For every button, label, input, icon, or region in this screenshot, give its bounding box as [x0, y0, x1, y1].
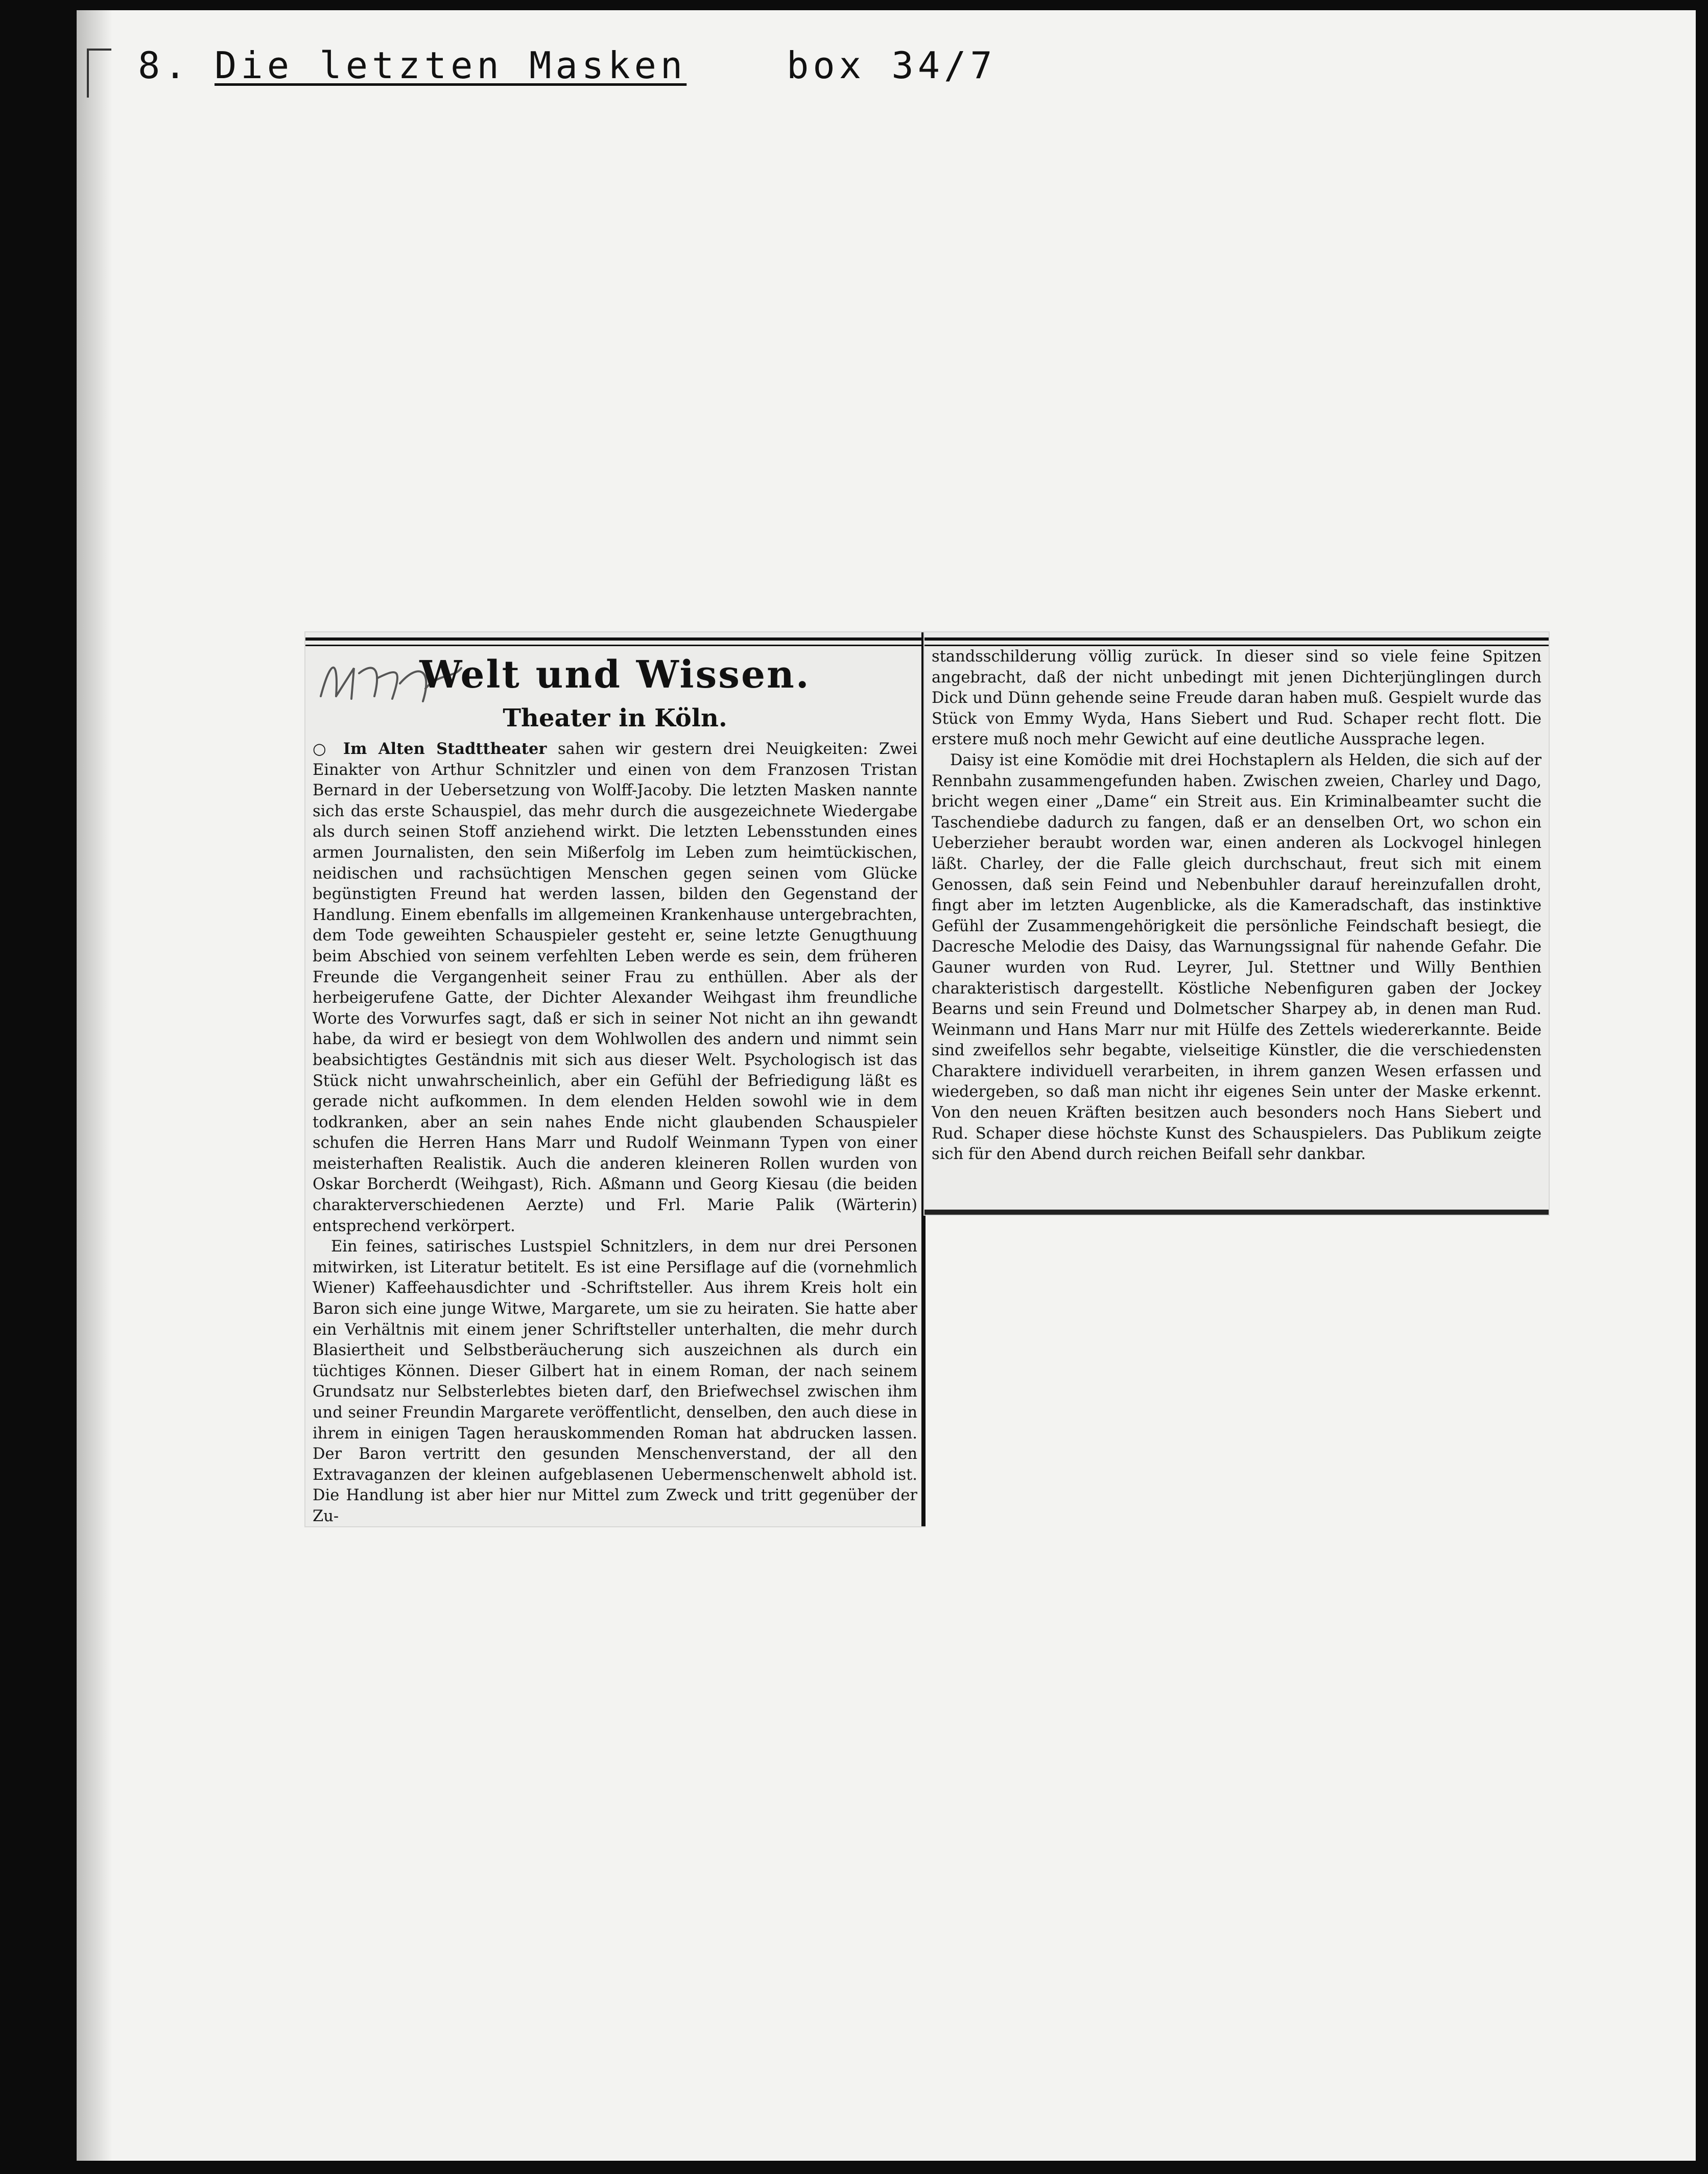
paragraph-text: Ein feines, satirisches Lustspiel Schnitzlers, in dem nur drei Personen mitwirken, ist Literatur betitelt. Es ist eine Persiflage auf die (vornehmlich Wiener) Kaffeehausdichter und -Schriftsteller. Aus ihrem Kreis holt ein Baron sich eine junge Witwe, Margarete, um sie zu heiraten. Sie hatte aber ein Verhältnis mit einem jener Schriftsteller unterhalten, die mehr durch Blasiertheit und Selbstberäucherung sich auszeichnen als durch ein tüchtiges Können. Dieser Gilbert hat in einem Roman, der nach seinem Grundsatz nur Selbsterlebtes bieten darf, den Briefwechsel zwischen ihm und seiner Freundin Margarete veröffentlicht, denselben, den auch diese in ihrem in einigen Tagen herauskommenden Roman hat abdrucken lassen. Der Baron vertritt den gesunden Menschenverstand, der all den Extravaganzen der kleinen aufgeblasenen Uebermenschenwelt abhold ist. Die Handlung ist aber hier nur Mittel zum Zweck und tritt gegenüber der Zu- [313, 1238, 917, 1525]
article-body-right [932, 647, 1541, 1165]
item-number: 8. [138, 44, 191, 87]
paragraph: standsschilderung völlig zurück. In dieser sind so viele feine Spitzen angebracht, daß der nicht unbedingt mit jenen Dichterjünglingen durch Dick und Dünn gehende seine Freude daran haben muß. Gespielt wurde das Stück von Emmy Wyda, Hans Siebert und Rud. Schaper recht flott. Die erstere muß noch mehr Gewicht auf eine deutliche Aussprache legen. [932, 648, 1541, 749]
paragraph-lead: Im Alten Stadttheater [343, 740, 547, 758]
newspaper-clipping-right [924, 632, 1549, 1215]
corner-bracket-mark [87, 49, 111, 98]
top-rule [924, 637, 1549, 646]
newspaper-clipping-left [305, 632, 924, 1526]
paragraph: ○ Im Alten Stadttheater sahen wir gestern drei Neuigkeiten: Zwei Einakter von Arthur Schnitzler und einen von dem Franzosen Tristan Bernard in der Uebersetzung von Wolff-Jacoby. Die letzten Masken nannte sich das erste Schauspiel, das mehr durch die ausgezeichnete Wiedergabe als durch seinen Stoff anziehend wirkt. Die letzten Lebensstunden eines armen Journalisten, den sein Mißerfolg im Leben zum heimtückischen, neidischen und rachsüchtigen Menschen gegen seinen vom Glücke begünstigten Freund hat werden lassen, bilden den Gegenstand der Handlung. Einem ebenfalls im allgemeinen Krankenhause untergebrachten, dem Tode geweihten Schauspieler gesteht er, seine letzte Genugthuung beim Abschied von seinem verfehlten Leben werde es sein, dem früheren Freunde die Vergangenheit seiner Frau zu enthüllen. Aber als der herbeigerufene Gatte, der Dichter Alexander Weihgast ihm freundliche Worte des Vorwurfes sagt, daß er sich in seiner Not nicht an ihn gewandt habe, da wird er besiegt von dem Wohlwollen des andern und nimmt sein beabsichtigtes Geständnis mit sich aus dieser Welt. Psychologisch ist das Stück nicht unwahrscheinlich, aber ein Gefühl der Befriedigung läßt es gerade nicht aufkommen. In dem elenden Helden sowohl wie in dem todkranken, aber an sein nahes Ende nicht glaubenden Schauspieler schufen die Herren Hans Marr und Rudolf Weinmann Typen von einer meisterhaften Realistik. Auch die anderen kleineren Rollen wurden von Oskar Borcherdt (Weihgast), Rich. Aßmann und Georg Kiesau (die beiden charakterverschiedenen Aerzte) und Frl. Marie Palik (Wärterin) entsprechend verkörpert. [313, 740, 917, 1235]
paragraph [313, 1237, 917, 1526]
sheet-edge-shadow [77, 10, 112, 2161]
document-title: Die letzten Masken [215, 44, 687, 87]
section-headline: Welt und Wissen. [419, 653, 811, 697]
article-subheading: Theater in Köln. [503, 704, 727, 732]
top-rule [305, 637, 924, 646]
paragraph-text: sahen wir gestern drei Neuigkeiten: Zwei Einakter von Arthur Schnitzler und einen von dem Franzosen Tristan Bernard in der Uebersetzung von Wolff-Jacoby. Die letzten Masken nannte sich das erste Schauspiel, das mehr durch die ausgezeichnete Wiedergabe als durch seinen Stoff anziehend wirkt. Die letzten Lebensstunden eines armen Journalisten, den sein Mißerfolg im Leben zum heimtückischen, neidischen und rachsüchtigen Menschen gegen seinen vom Glücke begünstigten Freund hat werden lassen, bilden den Gegenstand der Handlung. Einem ebenfalls im allgemeinen Krankenhause untergebrachten, dem Tode geweihten Schauspieler gesteht er, seine letzte Genugthuung beim Abschied von seinem verfehlten Leben werde es sein, dem früheren Freunde die Vergangenheit seiner Frau zu enthüllen. Aber als der herbeigerufene Gatte, der Dichter Alexander Weihgast ihm freundliche Worte des Vorwurfes sagt, daß er sich in seiner Not nicht an ihn gewandt habe, da wird er besiegt von dem Wohlwollen des andern und nimmt sein beabsichtigtes Geständnis mit sich aus dieser Welt. Psychologisch ist das Stück nicht unwahrscheinlich, aber ein Gefühl der Befriedigung läßt es gerade nicht aufkommen. In dem elenden Helden sowohl wie in dem todkranken, aber an sein nahes Ende nicht glaubenden Schauspieler schufen die Herren Hans Marr und Rudolf Weinmann Typen von einer meisterhaften Realistik. Auch die anderen kleineren Rollen wurden von Oskar Borcherdt (Weihgast), Rich. Aßmann und Georg Kiesau (die beiden charakterverschiedenen Aerzte) und Frl. Marie Palik (Wärterin) entsprechend verkörpert. [313, 740, 917, 1235]
article-body-left [313, 739, 917, 1526]
box-label: box 34/7 [787, 44, 997, 87]
bottom-rule [924, 1210, 1549, 1215]
paragraph: Daisy ist eine Komödie mit drei Hochstaplern als Helden, die sich auf der Rennbahn zusammengefunden haben. Zwischen zweien, Charley und Dago, bricht wegen einer „Dame“ ein Streit aus. Ein Kriminalbeamter sucht die Taschendiebe dadurch zu fangen, daß er an denselben Ort, wo schon ein Ueberzieher beraubt worden war, einen anderen als Lockvogel hinlegen läßt. Charley, der die Falle gleich durchschaut, freut sich mit einem Genossen, daß sein Feind und Nebenbuhler darauf hereinzufallen droht, fingt aber im letzten Augenblicke, als die Kameradschaft, das instinktive Gefühl der Zusammengehörigkeit die persönliche Feindschaft besiegt, die Dacresche Melodie des Daisy, das Warnungssignal für nahende Gefahr. Die Gauner wurden von Rud. Leyrer, Jul. Stettner und Willy Benthien charakteristisch dargestellt. Köstliche Nebenfiguren gaben der Jockey Bearns und sein Freund und Dolmetscher Sharpey ab, in denen man Rud. Weinmann und Hans Marr nur mit Hülfe des Zettels wiedererkannte. Beide sind zweifellos sehr begabte, vielseitige Künstler, die die verschiedensten Charaktere individuell verarbeiten, in ihrem ganzen Wesen erfassen und wiedergeben, so daß man nicht ihr eigenes Sein unter der Maske erkennt. Von den neuen Kräften besitzen auch besonders noch Hans Siebert und Rud. Schaper diese höchste Kunst des Schauspielers. Das Publikum zeigte sich für den Abend durch reichen Beifall sehr dankbar. [932, 751, 1541, 1164]
